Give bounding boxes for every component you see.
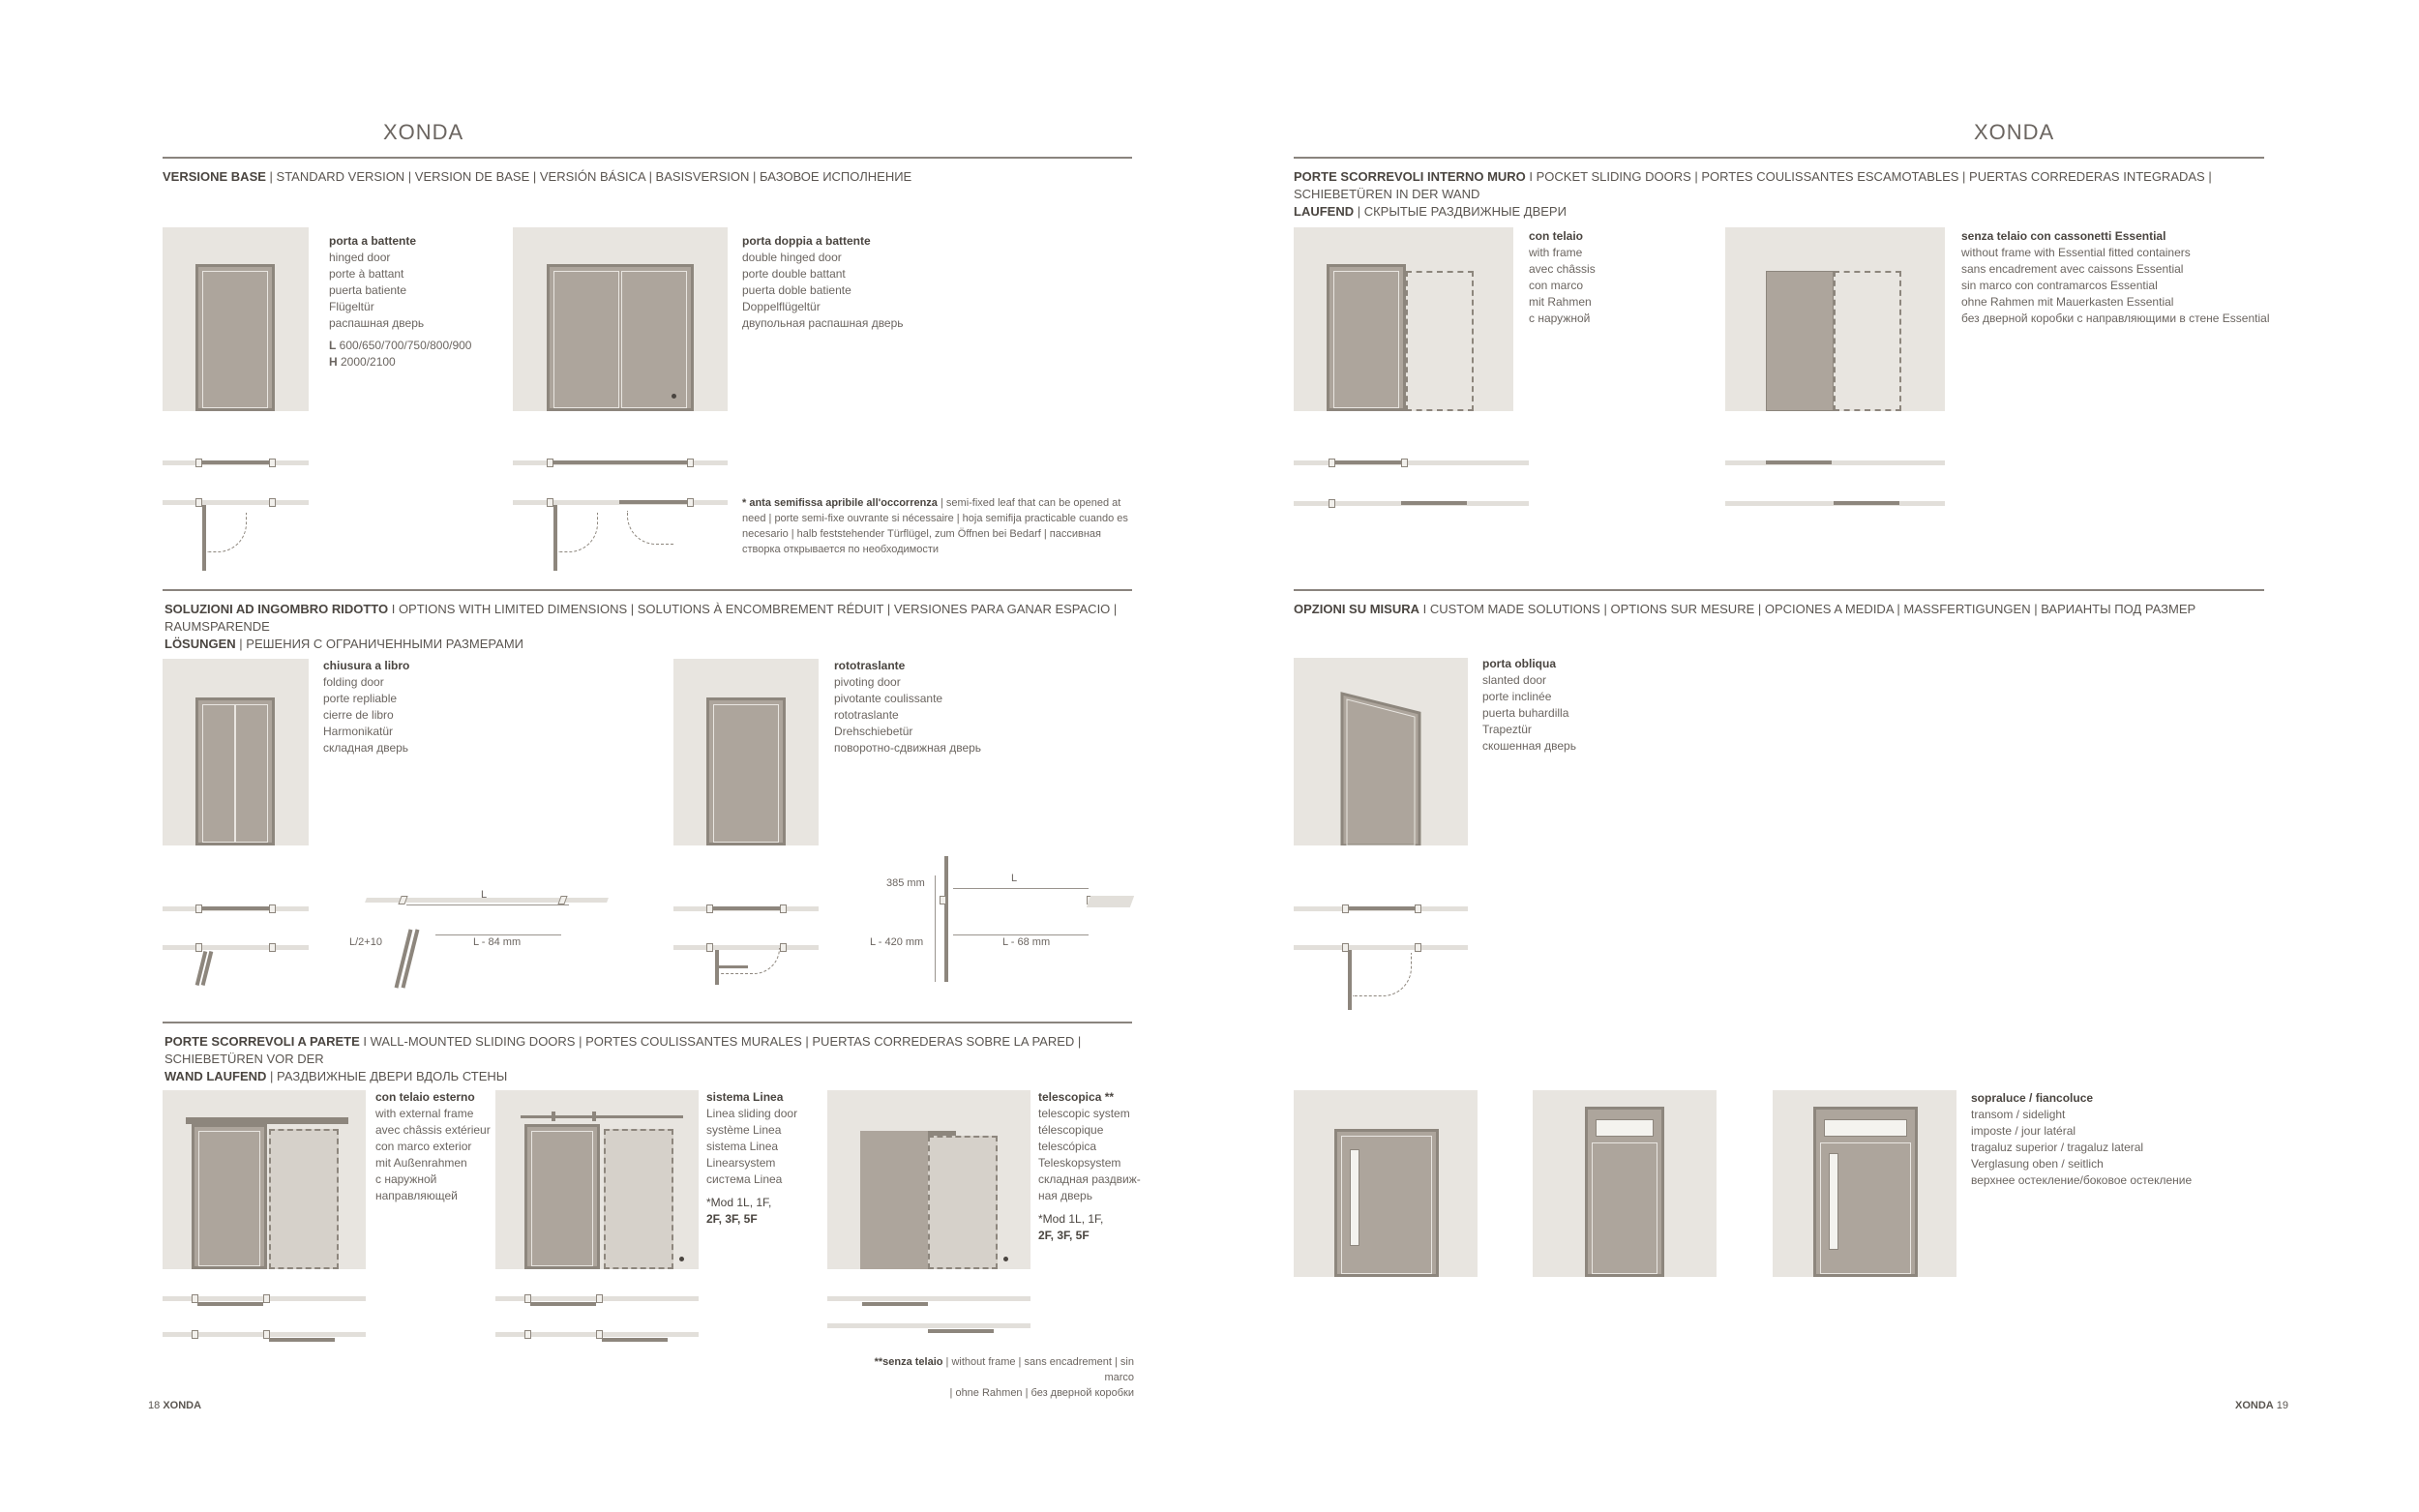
- page-number: 18: [148, 1400, 161, 1411]
- door-illustration-transom: [1533, 1090, 1717, 1277]
- door-illustration-pocket-essential: [1725, 227, 1945, 411]
- model-note: *Mod 1L, 1F,: [1038, 1212, 1104, 1226]
- dim-label: L/2+10: [349, 936, 382, 948]
- frame-block: [706, 943, 713, 952]
- divider: [163, 157, 1132, 159]
- section-heading-text: | STANDARD VERSION | VERSION DE BASE | VERSIÓN BÁSICA | BASISVERSION | БАЗОВОЕ ИСПОЛНЕНИЕ: [265, 169, 912, 184]
- desc-line: складная дверь: [323, 741, 409, 755]
- door-leaf: [547, 264, 694, 411]
- section-heading-bold: SOLUZIONI AD INGOMBRO RIDOTTO: [164, 602, 389, 616]
- frame-block: [192, 1330, 198, 1339]
- door-bar: [269, 1338, 335, 1342]
- height-values: 2000/2100: [337, 355, 396, 369]
- frame-block: [557, 896, 567, 904]
- description-pocket-with-frame: [1529, 228, 1655, 327]
- description-transom-sidelight: [1971, 1090, 2261, 1189]
- dim-label: L - 420 mm: [870, 936, 924, 948]
- swing-arc: [558, 513, 598, 552]
- section-heading-bold: LAUFEND: [1294, 204, 1355, 219]
- door-ghost-position: [604, 1129, 673, 1269]
- asterisk-dot: [672, 394, 676, 399]
- desc-line: ная дверь: [1038, 1189, 1092, 1202]
- plan-view-double-closed: [513, 460, 728, 465]
- door-bar: [602, 1338, 668, 1342]
- desc-line: без дверной коробки с направляющими в стене Essential: [1961, 311, 2270, 325]
- section-heading-text: I OPTIONS WITH LIMITED DIMENSIONS | SOLUTIONS À ENCOMBREMENT RÉDUIT | VERSIONES PARA GANAR ESPACIO | RAUMSPARENDE: [164, 602, 1118, 634]
- desc-line: système Linea: [706, 1123, 782, 1137]
- desc-line: tragaluz superior / tragaluz lateral: [1971, 1141, 2144, 1154]
- door-bar: [928, 1329, 994, 1333]
- frame-block: [1401, 459, 1408, 467]
- dim-line: [935, 875, 936, 982]
- door-illustration-transom-sidelight: [1773, 1090, 1956, 1277]
- desc-line: porte inclinée: [1482, 690, 1552, 703]
- door-leaf: [1766, 271, 1834, 411]
- desc-line: с наружной: [1529, 311, 1591, 325]
- plan-view-slanted-closed: [1294, 906, 1468, 911]
- door-inner-frame: [202, 271, 268, 408]
- door-bar: [530, 1302, 596, 1306]
- description-pocket-essential: [1961, 228, 2271, 327]
- desc-line: двупольная распашная дверь: [742, 316, 904, 330]
- desc-line: with external frame: [375, 1107, 474, 1120]
- divider: [1294, 157, 2264, 159]
- description-hinged-door: [329, 233, 523, 371]
- desc-line: télescopique: [1038, 1123, 1104, 1137]
- desc-line: pivotante coulissante: [834, 692, 943, 705]
- dim-label: L - 84 mm: [473, 936, 522, 948]
- open-leaf: [202, 505, 206, 571]
- desc-line: porte repliable: [323, 692, 398, 705]
- plan-view-open: [163, 500, 309, 505]
- desc-line: pivoting door: [834, 675, 901, 689]
- plan-view-folding-open: [163, 945, 309, 950]
- desc-title: rototraslante: [834, 659, 906, 672]
- frame-block: [195, 943, 202, 952]
- desc-title: con telaio: [1529, 229, 1584, 243]
- door-illustration-hinged: [163, 227, 309, 411]
- door-illustration-double: [513, 227, 728, 411]
- desc-line: поворотно-сдвижная дверь: [834, 741, 982, 755]
- desc-line: sans encadrement avec caissons Essential: [1961, 262, 2184, 276]
- desc-line: con marco: [1529, 279, 1584, 292]
- door-inner-frame: [1333, 271, 1399, 408]
- plan-view-double-open: [513, 500, 728, 505]
- desc-line: sin marco con contramarcos Essential: [1961, 279, 2158, 292]
- height-spec: [329, 354, 523, 371]
- frame-block: [687, 459, 694, 467]
- desc-line: porte double battant: [742, 267, 846, 281]
- door-bar: [1834, 501, 1899, 505]
- description-linea: [706, 1089, 813, 1228]
- open-leaf: [553, 505, 557, 571]
- wall-segment: [1087, 896, 1134, 907]
- frame-block: [547, 498, 553, 507]
- frame-block: [269, 904, 276, 913]
- plan-view-folding-closed: [163, 906, 309, 911]
- pivot-dim-leaf: [944, 856, 948, 982]
- door-leaf: [1327, 264, 1406, 411]
- model-note: 2F, 3F, 5F: [1038, 1229, 1090, 1242]
- desc-title: chiusura a libro: [323, 659, 410, 672]
- dim-line: [953, 888, 1089, 889]
- door-leaf: [706, 697, 786, 845]
- swing-arc: [721, 948, 780, 974]
- desc-title: porta doppia a battente: [742, 234, 871, 248]
- frame-block: [706, 904, 713, 913]
- frame-block: [547, 459, 553, 467]
- section-heading-custom: [1294, 601, 2264, 618]
- asterisk-dot: [1003, 1257, 1008, 1261]
- door-illustration-external-frame: [163, 1090, 366, 1269]
- desc-line: sistema Linea: [706, 1140, 779, 1153]
- section-heading-bold: PORTE SCORREVOLI A PARETE: [164, 1034, 360, 1049]
- model-note: 2F, 3F, 5F: [706, 1212, 758, 1226]
- footer-brand: XONDA: [163, 1400, 202, 1411]
- desc-line: складная раздвиж-: [1038, 1172, 1141, 1186]
- brand-title-right: XONDA: [1974, 120, 2055, 144]
- frame-block: [524, 1330, 531, 1339]
- section-heading-text: | РЕШЕНИЯ С ОГРАНИЧЕННЫМИ РАЗМЕРАМИ: [235, 637, 524, 651]
- door-leaf: [1585, 1107, 1664, 1277]
- desc-line: скошенная дверь: [1482, 739, 1576, 753]
- desc-line: cierre de libro: [323, 708, 394, 722]
- door-illustration-linea: [495, 1090, 699, 1269]
- frame-block: [1329, 499, 1335, 508]
- section-heading-text: I CUSTOM MADE SOLUTIONS | OPTIONS SUR MESURE | OPCIONES A MEDIDA | MASSFERTIGUNGEN | ВАРИАНТЫ ПОД РАЗМЕР: [1419, 602, 2196, 616]
- desc-line: Linea sliding door: [706, 1107, 798, 1120]
- door-leaf: [195, 697, 275, 845]
- desc-line: with frame: [1529, 246, 1583, 259]
- door-illustration-telescopic: [827, 1090, 1030, 1269]
- note-without-frame: [851, 1354, 1134, 1401]
- desc-line: верхнее остекление/боковое остекление: [1971, 1173, 2193, 1187]
- note-semi-fixed-leaf: [742, 495, 1134, 557]
- door-inner-frame: [713, 704, 779, 843]
- door-bar: [202, 460, 269, 464]
- desc-line: double hinged door: [742, 251, 842, 264]
- section-heading-text: | РАЗДВИЖНЫЕ ДВЕРИ ВДОЛЬ СТЕНЫ: [266, 1069, 508, 1083]
- plan-view-linea-open: [495, 1332, 699, 1337]
- frame-block: [195, 498, 202, 507]
- dim-line: [435, 934, 561, 935]
- plan-view-external-closed: [163, 1296, 366, 1301]
- door-bar: [1335, 460, 1401, 464]
- door-bar: [197, 1302, 263, 1306]
- width-values: 600/650/700/750/800/900: [336, 339, 472, 352]
- plan-view-slanted-open: [1294, 945, 1468, 950]
- section-heading-bold: WAND LAUFEND: [164, 1069, 267, 1083]
- plan-view-essential-open: [1725, 501, 1945, 506]
- desc-title: sistema Linea: [706, 1090, 784, 1104]
- door-bar: [1766, 460, 1832, 464]
- desc-line: Harmonikatür: [323, 725, 394, 738]
- desc-line: folding door: [323, 675, 384, 689]
- model-note: *Mod 1L, 1F,: [706, 1196, 772, 1209]
- plan-view-essential-closed: [1725, 460, 1945, 465]
- door-ghost-position: [269, 1129, 339, 1269]
- frame-block: [195, 904, 202, 913]
- section-heading-text: | СКРЫТЫЕ РАЗДВИЖНЫЕ ДВЕРИ: [1354, 204, 1567, 219]
- desc-line: направляющей: [375, 1189, 458, 1202]
- desc-line: rototraslante: [834, 708, 899, 722]
- frame-block: [1329, 459, 1335, 467]
- desc-line: slanted door: [1482, 673, 1547, 687]
- frame-block: [687, 498, 694, 507]
- frame-block: [263, 1294, 270, 1303]
- note-text: | without frame | sans encadrement | sin marco: [942, 1356, 1134, 1383]
- desc-title: sopraluce / fiancoluce: [1971, 1091, 2094, 1105]
- note-text: | semi-fixed leaf that can be opened at need | porte semi-fixe ouvrante si nécessaire | hoja semifija practicable cuando es necesario | halb feststehender Türflügel, zum Öffnen bei Bedarf | пассивная створка открывается по необходимости: [742, 497, 1128, 555]
- door-bar: [713, 906, 780, 910]
- door-illustration-pocket-frame: [1294, 227, 1513, 411]
- pocket-cavity: [1406, 271, 1474, 411]
- frame-block: [398, 896, 407, 904]
- page-number: 19: [2276, 1400, 2289, 1411]
- plan-view-telescopic-mid: [827, 1323, 1030, 1328]
- plan-view-telescopic-closed: [827, 1296, 1030, 1301]
- dim-label: L - 68 mm: [1002, 936, 1051, 948]
- desc-line: con marco exterior: [375, 1140, 472, 1153]
- desc-line: puerta buhardilla: [1482, 706, 1569, 720]
- plan-view-closed: [163, 460, 309, 465]
- door-inner-frame: [531, 1131, 593, 1266]
- desc-line: mit Rahmen: [1529, 295, 1592, 309]
- door-bar: [862, 1302, 928, 1306]
- sidelight-glass: [1350, 1149, 1359, 1246]
- description-double-door: [742, 233, 955, 332]
- door-ghost-position: [928, 1136, 998, 1269]
- desc-line: without frame with Essential fitted containers: [1961, 246, 2191, 259]
- rail-hanger: [592, 1112, 596, 1121]
- frame-block: [1415, 904, 1421, 913]
- desc-title: telescopica **: [1038, 1090, 1115, 1104]
- door-leaf: [860, 1131, 928, 1269]
- plan-view-pocket-closed: [1294, 460, 1529, 465]
- door-illustration-sidelight: [1294, 1090, 1478, 1277]
- desc-title: con telaio esterno: [375, 1090, 475, 1104]
- frame-block: [269, 498, 276, 507]
- door-bar: [553, 460, 687, 464]
- desc-line: telescopic system: [1038, 1107, 1130, 1120]
- sidelight-glass: [1829, 1153, 1838, 1250]
- door-bar: [1349, 906, 1415, 910]
- brand-title-left: XONDA: [383, 120, 464, 144]
- divider: [163, 589, 1132, 591]
- note-text: | ohne Rahmen | без дверной коробки: [949, 1387, 1134, 1399]
- description-pivoting-door: [834, 658, 1028, 756]
- plan-view-pocket-open: [1294, 501, 1529, 506]
- frame-block: [780, 943, 787, 952]
- section-heading-bold: VERSIONE BASE: [163, 169, 266, 184]
- door-bar: [619, 500, 687, 504]
- door-illustration-slanted: [1294, 658, 1468, 845]
- sliding-rail: [186, 1117, 348, 1124]
- note-bold: **senza telaio: [874, 1356, 943, 1368]
- divider: [163, 1022, 1132, 1023]
- door-leaf: [195, 264, 275, 411]
- desc-line: с наружной: [375, 1172, 437, 1186]
- door-inner-frame: [1592, 1142, 1657, 1274]
- door-illustration-pivoting: [673, 659, 819, 845]
- dim-line: [406, 904, 569, 905]
- frame-block: [780, 904, 787, 913]
- door-inner-frame: [621, 271, 687, 408]
- door-leaf: [192, 1124, 267, 1269]
- desc-line: mit Außenrahmen: [375, 1156, 467, 1170]
- desc-title: porta a battente: [329, 234, 417, 248]
- plan-view-linea-closed: [495, 1296, 699, 1301]
- sliding-rail: [521, 1115, 683, 1118]
- door-inner-frame: [235, 704, 268, 843]
- desc-line: telescópica: [1038, 1140, 1097, 1153]
- desc-line: transom / sidelight: [1971, 1108, 2066, 1121]
- description-slanted-door: [1482, 656, 1628, 755]
- section-heading-standard: [163, 168, 1130, 186]
- desc-line: система Linea: [706, 1172, 783, 1186]
- description-external-frame: [375, 1089, 511, 1204]
- width-label: L: [329, 339, 337, 352]
- open-leaf: [1348, 950, 1352, 1010]
- slanted-door-drawing: [1294, 658, 1468, 845]
- frame-block: [1415, 943, 1421, 952]
- desc-line: Verglasung oben / seitlich: [1971, 1157, 2104, 1171]
- door-leaf: [1813, 1107, 1918, 1277]
- dim-label: L: [481, 889, 488, 901]
- desc-line: porte à battant: [329, 267, 404, 281]
- desc-line: Trapeztür: [1482, 723, 1532, 736]
- desc-line: Flügeltür: [329, 300, 374, 313]
- door-bar: [202, 906, 269, 910]
- desc-line: Linearsystem: [706, 1156, 776, 1170]
- swing-arc: [1353, 953, 1412, 996]
- desc-title: senza telaio con cassonetti Essential: [1961, 229, 2166, 243]
- door-leaf: [1334, 1129, 1439, 1277]
- door-inner-frame: [198, 1131, 260, 1266]
- desc-line: распашная дверь: [329, 316, 425, 330]
- frame-block: [596, 1294, 603, 1303]
- door-inner-frame: [202, 704, 235, 843]
- section-heading-wall-sliding: [164, 1033, 1132, 1085]
- swing-arc: [207, 513, 247, 552]
- desc-line: hinged door: [329, 251, 391, 264]
- frame-block: [195, 459, 202, 467]
- footer-brand: XONDA: [2235, 1400, 2274, 1411]
- width-spec: [329, 338, 523, 354]
- section-heading-text: I WALL-MOUNTED SLIDING DOORS | PORTES COULISSANTES MURALES | PUERTAS CORREDERAS SOBRE LA PARED | SCHIEBETÜREN VOR DER: [164, 1034, 1082, 1066]
- desc-line: imposte / jour latéral: [1971, 1124, 2076, 1138]
- door-leaf: [524, 1124, 600, 1269]
- section-heading-text: I POCKET SLIDING DOORS | PORTES COULISSANTES ESCAMOTABLES | PUERTAS CORREDERAS INTEGRADAS | SCHIEBETÜREN IN DER WAND: [1294, 169, 2212, 201]
- desc-title: porta obliqua: [1482, 657, 1556, 670]
- page-footer-right: [2235, 1400, 2288, 1411]
- dim-label: 385 mm: [886, 877, 925, 889]
- desc-line: Teleskopsystem: [1038, 1156, 1121, 1170]
- desc-line: Drehschiebetür: [834, 725, 913, 738]
- desc-line: Doppelflügeltür: [742, 300, 821, 313]
- description-folding-door: [323, 658, 468, 756]
- section-heading-limited: [164, 601, 1132, 653]
- frame-block: [269, 943, 276, 952]
- frame-block: [1342, 904, 1349, 913]
- dim-line: [953, 934, 1089, 935]
- dim-label: L: [1011, 873, 1018, 884]
- section-heading-bold: OPZIONI SU MISURA: [1294, 602, 1420, 616]
- desc-line: avec châssis extérieur: [375, 1123, 491, 1137]
- frame-block: [940, 896, 946, 904]
- desc-line: avec châssis: [1529, 262, 1596, 276]
- door-illustration-folding: [163, 659, 309, 845]
- asterisk-dot: [679, 1257, 684, 1261]
- rail-hanger: [552, 1112, 555, 1121]
- door-inner-frame: [553, 271, 619, 408]
- note-bold: * anta semifissa apribile all'occorrenza: [742, 497, 938, 509]
- section-heading-pocket: [1294, 168, 2264, 221]
- swing-arc: [627, 511, 674, 545]
- section-heading-bold: LÖSUNGEN: [164, 637, 236, 651]
- transom-glass: [1824, 1119, 1907, 1137]
- plan-view-external-open: [163, 1332, 366, 1337]
- divider: [1294, 589, 2264, 591]
- height-label: H: [329, 355, 338, 369]
- transom-glass: [1596, 1119, 1654, 1137]
- description-telescopic: [1038, 1089, 1145, 1244]
- desc-line: puerta batiente: [329, 283, 407, 297]
- desc-line: puerta doble batiente: [742, 283, 851, 297]
- plan-view-pivot-closed: [673, 906, 819, 911]
- section-heading-bold: PORTE SCORREVOLI INTERNO MURO: [1294, 169, 1526, 184]
- pocket-cavity: [1834, 271, 1901, 411]
- frame-block: [269, 459, 276, 467]
- page-footer-left: [148, 1400, 201, 1411]
- desc-line: ohne Rahmen mit Mauerkasten Essential: [1961, 295, 2174, 309]
- door-bar: [1401, 501, 1467, 505]
